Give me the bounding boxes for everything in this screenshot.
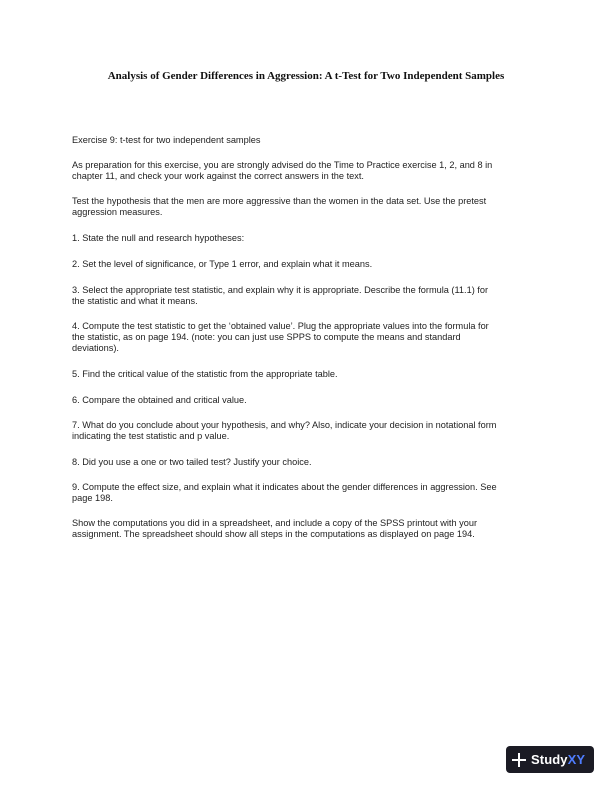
question-5: 5. Find the critical value of the statistic from the appropriate table. bbox=[72, 369, 338, 379]
document-body bbox=[72, 128, 542, 540]
paragraph-preparation: As preparation for this exercise, you are strongly advised do the Time to Practice exercise 1, 2, and 8 in chapter 11, and check your work against the correct answers in the text. bbox=[72, 160, 493, 181]
paragraph-exercise-heading: Exercise 9: t-test for two independent samples bbox=[72, 135, 261, 145]
paragraph-hypothesis-task: Test the hypothesis that the men are more aggressive than the women in the data set. Use the pretest aggression measures. bbox=[72, 196, 487, 217]
question-7: 7. What do you conclude about your hypothesis, and why? Also, indicate your decision in notational form indicating the test statistic and p value. bbox=[72, 420, 497, 441]
question-4: 4. Compute the test statistic to get the ‘obtained value’. Plug the appropriate values into the formula for the statistic, as on page 194. (note: you can just use SPPS to compute the means and standard deviations). bbox=[72, 321, 489, 353]
question-6: 6. Compare the obtained and critical value. bbox=[72, 395, 247, 405]
question-1: 1. State the null and research hypotheses: bbox=[72, 233, 245, 243]
brand-accent: XY bbox=[567, 752, 586, 767]
brand-name bbox=[531, 752, 585, 767]
page-title: Analysis of Gender Differences in Aggression: A t-Test for Two Independent Samples bbox=[107, 70, 505, 82]
question-2: 2. Set the level of significance, or Type 1 error, and explain what it means. bbox=[72, 259, 373, 269]
paragraph-submission: Show the computations you did in a spreadsheet, and include a copy of the SPSS printout with your assignment. The spreadsheet should show all steps in the computations as displayed on page 194. bbox=[72, 518, 478, 539]
studyxy-badge[interactable] bbox=[506, 746, 594, 773]
plus-icon bbox=[512, 753, 526, 767]
question-3: 3. Select the appropriate test statistic, and explain why it is appropriate. Describe the formula (11.1) for the statistic and what it means. bbox=[72, 285, 489, 306]
question-9: 9. Compute the effect size, and explain what it indicates about the gender differences in aggression. See page 198. bbox=[72, 482, 497, 503]
question-8: 8. Did you use a one or two tailed test? Justify your choice. bbox=[72, 457, 312, 467]
brand-main: Study bbox=[531, 752, 568, 767]
